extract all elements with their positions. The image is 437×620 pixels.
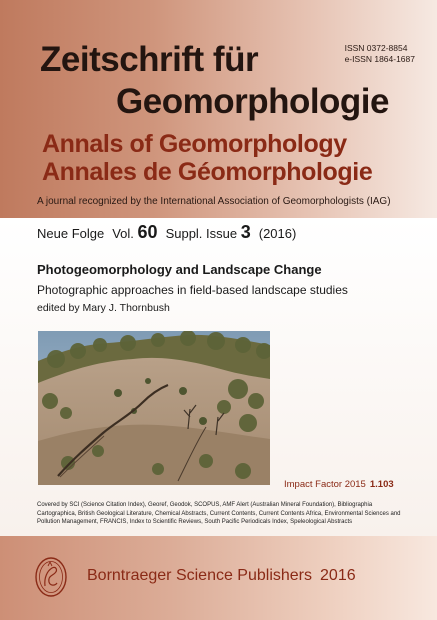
gully-erosion-photo-image	[38, 331, 270, 485]
publisher-name: Borntraeger Science Publishers	[87, 567, 313, 584]
journal-recognition: A journal recognized by the International Association of Geomorphologists (IAG)	[37, 196, 391, 207]
issue-series: Neue Folge	[37, 226, 105, 241]
issn-block	[345, 43, 415, 65]
volume-subtitle: Photographic approaches in field-based landscape studies	[37, 283, 348, 297]
issue-vol-number: 60	[137, 222, 158, 242]
issn-electronic: e-ISSN 1864-1687	[344, 54, 415, 64]
impact-factor-value: 1.103	[369, 479, 394, 490]
volume-editor: edited by Mary J. Thornbush	[37, 302, 170, 314]
volume-title: Photogeomorphology and Landscape Change	[37, 262, 322, 277]
issue-year: (2016)	[258, 226, 297, 241]
indexing-coverage: Covered by SCI (Science Citation Index), Georef, Geodok, SCOPUS, AMF Alert (Australian Mineral Foundation), Bibliographia Cartographica, British Geological Literature, Chemical Abstracts, Current Contents, Current Contents Africa, Environmental Sciences and Pollution Management, FRANCIS, Index to Scientific Reviews, South Pacific Periodicals Index, Speleological Abstracts	[37, 502, 401, 525]
issue-suppl-label: Suppl. Issue	[165, 226, 238, 241]
landscape-photo	[38, 331, 270, 485]
journal-title-german-line1: Zeitschrift für	[40, 40, 259, 79]
journal-title-english: Annals of Geomorphology	[42, 130, 347, 158]
publisher-line	[87, 567, 356, 585]
journal-title-german-line2: Geomorphologie	[116, 82, 389, 121]
publisher-year: 2016	[320, 567, 356, 584]
issue-line	[37, 222, 296, 243]
impact-factor	[284, 479, 394, 490]
publisher-seal-icon	[34, 556, 68, 598]
impact-factor-label: Impact Factor 2015	[284, 479, 366, 490]
issue-suppl-number: 3	[240, 222, 251, 242]
journal-title-french: Annales de Géomorphologie	[42, 158, 373, 186]
issn-print: ISSN 0372-8854	[344, 43, 408, 53]
issue-vol-label: Vol.	[112, 226, 134, 241]
